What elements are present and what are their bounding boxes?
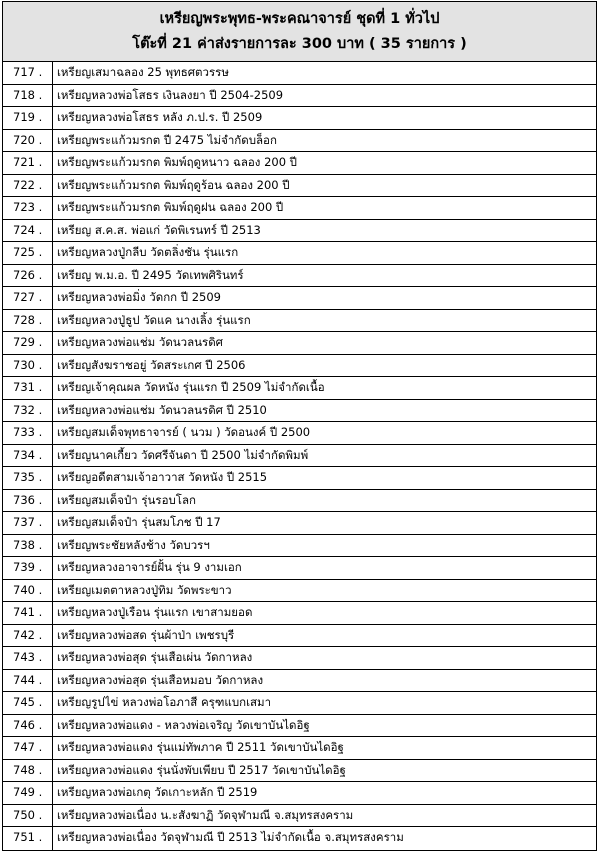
table-row (3, 175, 596, 198)
item-name: เหรียญหลวงพ่อแดง รุ่นนั่งพับเพียบ ปี 2517 วัดเขาบันไดอิฐ (57, 762, 346, 777)
item-name: เหรียญหลวงพ่อสุด รุ่นเสือเผ่น วัดกาหลง (57, 650, 253, 664)
item-name: เหรียญหลวงพ่อเนื่อง วัดจุฬามณี ปี 2513 ไม่จำกัดเนื้อ จ.สมุทรสงคราม (57, 830, 404, 844)
table-row (3, 400, 596, 423)
table-row (3, 355, 596, 378)
item-number: 736 . (3, 490, 53, 512)
item-name: เหรียญหลวงพ่อโสธร หลัง ภ.ป.ร. ปี 2509 (57, 110, 263, 124)
item-name: เหรียญสังฆราชอยู่ วัดสระเกศ ปี 2506 (57, 357, 246, 372)
item-number: 749 . (3, 782, 53, 804)
table-row (3, 692, 596, 715)
item-name: เหรียญสมเด็จป๋า รุ่นสมโภช ปี 17 (57, 515, 221, 529)
table-row (3, 760, 596, 783)
item-name: เหรียญหลวงพ่อเนื่อง น.ะสังฆาฏิ วัดจุฬามณี จ.สมุทรสงคราม (57, 807, 354, 822)
item-name: เหรียญหลวงปู่เรือน รุ่นแรก เขาสามยอด (57, 605, 253, 619)
table-row (3, 332, 596, 355)
item-name: เหรียญเสมาฉลอง 25 พุทธศตวรรษ (57, 65, 229, 79)
table-row (3, 130, 596, 153)
item-number: 734 . (3, 445, 53, 467)
item-number: 730 . (3, 355, 53, 377)
table-row (3, 197, 596, 220)
table-row (3, 377, 596, 400)
table-row (3, 670, 596, 693)
table-row (3, 782, 596, 805)
table-row (3, 512, 596, 535)
item-name: เหรียญรูปไข่ หลวงพ่อโอภาสี ครุฑแบกเสมา (57, 695, 272, 709)
table-row (3, 827, 596, 850)
item-name: เหรียญหลวงพ่อแดง - หลวงพ่อเจริญ วัดเขาบันไดอิฐ (57, 717, 310, 732)
table-row (3, 242, 596, 265)
page-title: เหรียญพระพุทธ-พระคณาจารย์ ชุดที่ 1 ทั่วไป (159, 11, 440, 27)
item-name: เหรียญนาคเกี้ยว วัดศรีจันดา ปี 2500 ไม่จำกัดพิมพ์ (57, 447, 309, 462)
item-number: 725 . (3, 242, 53, 264)
item-number: 746 . (3, 715, 53, 737)
item-name: เหรียญหลวงปู่กลีบ วัดตลิ่งชัน รุ่นแรก (57, 245, 239, 259)
item-number: 728 . (3, 310, 53, 332)
item-name: เหรียญพระชัยหลังช้าง วัดบวรฯ (57, 537, 210, 552)
item-name: เหรียญหลวงพ่อสุด รุ่นเสือหมอบ วัดกาหลง (57, 672, 264, 687)
item-name: เหรียญพระแก้วมรกต พิมพ์ฤดูร้อน ฉลอง 200 ปี (57, 177, 290, 192)
item-number: 718 . (3, 85, 53, 107)
item-name: เหรียญสมเด็จพุทธาจารย์ ( นวม ) วัดอนงค์ ปี 2500 (57, 425, 311, 439)
table-row (3, 422, 596, 445)
table-row (3, 647, 596, 670)
table-row (3, 85, 596, 108)
item-name: เหรียญหลวงพ่อแดง รุ่นแม่ทัพภาค ปี 2511 วัดเขาบันไดอิฐ (57, 740, 344, 754)
item-name: เหรียญเจ้าคุณผล วัดหนัง รุ่นแรก ปี 2509 ไม่จำกัดเนื้อ (57, 380, 325, 394)
item-number: 739 . (3, 557, 53, 579)
item-name: เหรียญหลวงพ่อแช่ม วัดนวลนรดิศ (57, 335, 223, 349)
item-name: เหรียญ ส.ค.ส. พ่อแก่ วัดพิเรนทร์ ปี 2513 (57, 222, 261, 237)
item-number: 732 . (3, 400, 53, 422)
item-number: 737 . (3, 512, 53, 534)
item-number: 742 . (3, 625, 53, 647)
item-number: 721 . (3, 152, 53, 174)
item-name: เหรียญพระแก้วมรกต พิมพ์ฤดูหนาว ฉลอง 200 ปี (57, 155, 297, 169)
item-number: 738 . (3, 535, 53, 557)
table-body (3, 62, 596, 850)
item-name: เหรียญหลวงพ่อมิ่ง วัดกก ปี 2509 (57, 290, 221, 304)
table-row (3, 490, 596, 513)
table-row (3, 737, 596, 760)
table-row (3, 265, 596, 288)
item-number: 717 . (3, 62, 53, 84)
item-number: 743 . (3, 647, 53, 669)
item-number: 745 . (3, 692, 53, 714)
table-row (3, 107, 596, 130)
item-name: เหรียญ พ.ม.อ. ปี 2495 วัดเทพศิรินทร์ (57, 267, 244, 282)
item-name: เหรียญหลวงอาจารย์ฝั้น รุ่น 9 งามเอก (57, 560, 242, 574)
table-row (3, 287, 596, 310)
item-name: เหรียญพระแก้วมรกต ปี 2475 ไม่จำกัดบล็อก (57, 132, 277, 147)
item-name: เหรียญเมตตาหลวงปู่ทิม วัดพระขาว (57, 582, 232, 597)
item-name: เหรียญอดีตสามเจ้าอาวาส วัดหนัง ปี 2515 (57, 470, 268, 484)
item-number: 747 . (3, 737, 53, 759)
item-number: 751 . (3, 827, 53, 850)
item-number: 741 . (3, 602, 53, 624)
item-number: 724 . (3, 220, 53, 242)
item-number: 750 . (3, 805, 53, 827)
table-header (3, 2, 596, 62)
item-number: 733 . (3, 422, 53, 444)
table-row (3, 580, 596, 603)
item-number: 720 . (3, 130, 53, 152)
item-name: เหรียญหลวงพ่อแช่ม วัดนวลนรดิศ ปี 2510 (57, 402, 267, 417)
item-name: เหรียญหลวงพ่อโสธร เงินลงยา ปี 2504-2509 (57, 87, 284, 102)
table-row (3, 467, 596, 490)
item-number: 735 . (3, 467, 53, 489)
item-number: 723 . (3, 197, 53, 219)
item-name: เหรียญสมเด็จป๋า รุ่นรอบโลก (57, 492, 196, 507)
table-row (3, 445, 596, 468)
table-row (3, 805, 596, 828)
item-number: 729 . (3, 332, 53, 354)
table-row (3, 557, 596, 580)
table-row (3, 310, 596, 333)
table-row (3, 602, 596, 625)
table-row (3, 62, 596, 85)
table-row (3, 715, 596, 738)
item-list-table (2, 1, 597, 851)
item-name: เหรียญหลวงพ่อเกตุ วัดเกาะหลัก ปี 2519 (57, 785, 258, 799)
table-row (3, 152, 596, 175)
item-name: เหรียญหลวงพ่อสด รุ่นผ้าป่า เพชรบุรี (57, 627, 235, 642)
item-name: เหรียญหลวงปู่ธูป วัดแค นางเลิ้ง รุ่นแรก (57, 312, 251, 327)
item-number: 731 . (3, 377, 53, 399)
item-number: 727 . (3, 287, 53, 309)
table-row (3, 625, 596, 648)
table-row (3, 220, 596, 243)
item-number: 719 . (3, 107, 53, 129)
table-row (3, 535, 596, 558)
page-subtitle: โต๊ะที่ 21 ค่าส่งรายการละ 300 บาท ( 35 รายการ ) (132, 36, 467, 52)
item-number: 726 . (3, 265, 53, 287)
item-number: 722 . (3, 175, 53, 197)
item-number: 740 . (3, 580, 53, 602)
item-number: 744 . (3, 670, 53, 692)
item-number: 748 . (3, 760, 53, 782)
item-name: เหรียญพระแก้วมรกต พิมพ์ฤดูฝน ฉลอง 200 ปี (57, 200, 284, 214)
